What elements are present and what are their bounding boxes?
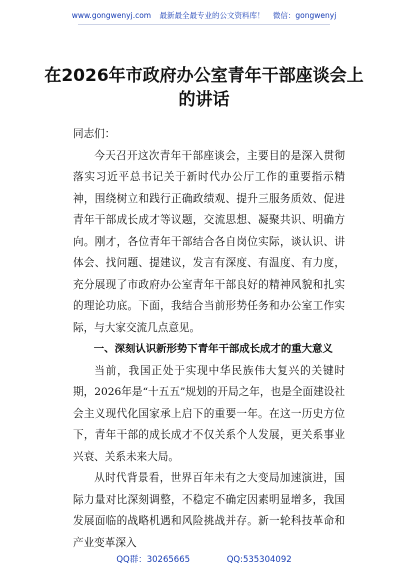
paragraph-context: 当前，我国正处于实现中华民族伟大复兴的关键时期，2026年是“十五五”规划的开局之年，也是全面建设社会主义现代化国家承上启下的重要一年。在这一历史方位下，青年干部的成长成才不仅关系个人发展，更关系事业兴衰、关系未来大局。 [73, 364, 345, 463]
salutation: 同志们： [73, 128, 116, 140]
wechat-id: 微信：gongwenyj [272, 11, 337, 20]
site-url[interactable]: www.gongwenyj.com [71, 11, 152, 20]
site-slogan: 最新最全最专业的公文资料库！ [159, 11, 265, 20]
header-divider [78, 24, 330, 25]
paragraph-background: 从时代背景看，世界百年未有之大变局加速演进，国际力量对比深刻调整，不稳定不确定因素明显增多，我国发展面临的战略机遇和风险挑战并存。新一轮科技革命和产业变革深入 [73, 472, 345, 549]
document-body [73, 124, 345, 554]
document-title: 在2026年市政府办公室青年干部座谈会上的讲话 [44, 66, 364, 110]
site-header [0, 10, 408, 21]
paragraph-intro: 今天召开这次青年干部座谈会，主要目的是深入贯彻落实习近平总书记关于新时代办公厅工作的重要指示精神，围绕树立和践行正确政绩观、提升三服务质效、促进青年干部成长成才等议题，交流思想、凝聚共识、明确方向。刚才，各位青年干部结合各自岗位实际，谈认识、讲体会、找问题、提建议，发言有深度、有温度、有力度，充分展现了市政府办公室青年干部良好的精神风貌和扎实的理论功底。下面，我结合当前形势任务和办公室工作实际，与大家交流几点意见。 [73, 149, 345, 334]
site-footer [0, 553, 408, 565]
qq-number: QQ:535304092 [226, 555, 292, 565]
qq-group: QQ群：30265665 [116, 555, 191, 565]
section-heading-1: 一、深刻认识新形势下青年干部成长成才的重大意义 [93, 343, 333, 355]
